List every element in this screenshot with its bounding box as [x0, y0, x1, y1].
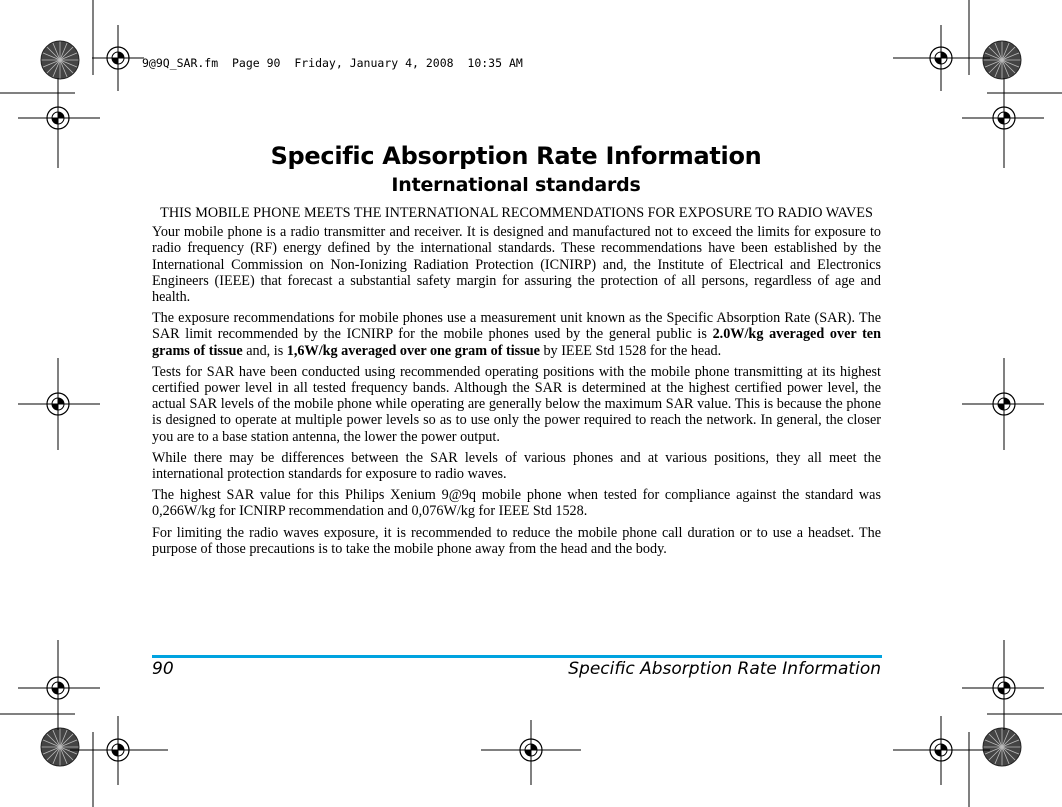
page-title: Specific Absorption Rate Information: [270, 142, 762, 170]
intro-statement: THIS MOBILE PHONE MEETS THE INTERNATIONAL RECOMMENDATIONS FOR EXPOSURE TO RADIO WAVES: [160, 205, 873, 221]
paragraph-sar-limits: [152, 310, 881, 359]
paragraph-rf-exposure: Your mobile phone is a radio transmitter and receiver. It is designed and manufactured not to exceed the limits for exposure to radio frequency (RF) energy defined by the international standards. These recommendations have been established by the International Commission on Non-Ionizing Radiation Protection (ICNIRP) and, the Institute of Electrical and Electronics Engineers (IEEE) that forecast a substantial safety margin for assuring the protection of all persons, regardless of age and health.: [152, 224, 881, 306]
section-subtitle: International standards: [391, 174, 641, 196]
sar-limit-icnirp: 2.0W/kg averaged over ten grams of tissue: [152, 326, 881, 359]
sar-limits-text-3: by IEEE Std 1528 for the head.: [539, 342, 722, 359]
body-content: [152, 205, 881, 562]
paragraph-sar-tests: Tests for SAR have been conducted using recommended operating positions with the mobile phone transmitting at its highest certified power level in all tested frequency bands. Although the SAR is determined at the highest certified power level, the actual SAR levels of the mobile phone while operating are generally below the maximum SAR value. This is because the phone is designed to operate at multiple power levels so as to use only the power required to reach the network. In general, the closer you are to a base station antenna, the lower the power output.: [152, 363, 881, 445]
footer-section-title: Specific Absorption Rate Information: [568, 659, 881, 679]
print-header-stamp: 9@9Q_SAR.fm Page 90 Friday, January 4, 2008 10:35 AM: [142, 56, 523, 70]
sar-limits-text-1: The exposure recommendations for mobile phones use a measurement unit known as the Specific Absorption Rate (SAR). The SAR limit recommended by the ICNIRP for the mobile phones used by the general public is: [152, 310, 881, 343]
paragraph-highest-sar: The highest SAR value for this Philips Xenium 9@9q mobile phone when tested for compliance against the standard was 0,266W/kg for ICNIRP recommendation and 0,076W/kg for IEEE Std 1528.: [152, 487, 881, 520]
paragraph-precautions: For limiting the radio waves exposure, it is recommended to reduce the mobile phone call duration or to use a headset. The purpose of those precautions is to take the mobile phone away from the head and the body.: [152, 524, 881, 557]
paragraph-differences: While there may be differences between the SAR levels of various phones and at various positions, they all meet the international protection standards for exposure to radio waves.: [152, 449, 881, 483]
footer-rule: [152, 655, 882, 658]
sar-limit-ieee: 1,6W/kg averaged over one gram of tissue: [286, 342, 540, 359]
page-number: 90: [152, 659, 174, 679]
sar-limits-text-2: and, is: [242, 342, 287, 359]
